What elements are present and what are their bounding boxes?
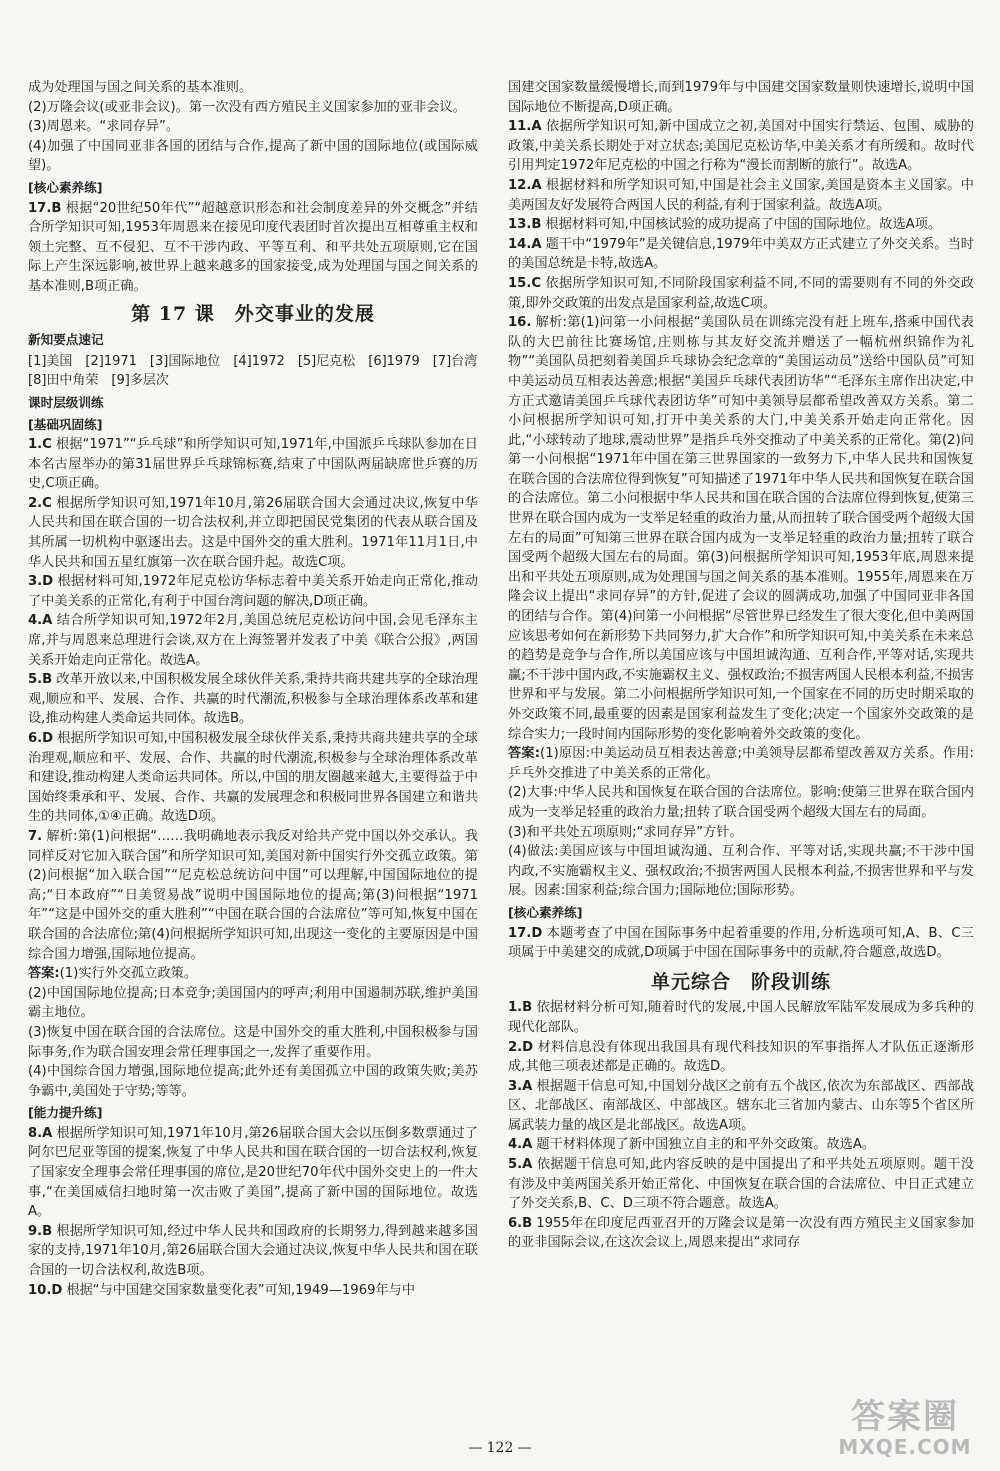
unit-title: 单元综合 阶段训练 xyxy=(650,970,831,993)
left-column xyxy=(28,78,491,1300)
question-text: 根据材料可知,中国核试验的成功提高了中国的国际地位。故选A项。 xyxy=(545,217,942,233)
question-text: 根据所学知识可知,1971年10月,第26届联合国大会通过决议,恢复中华人民共和国在联合国的一切合法权利,并立即把国民党集团的代表从联合国及其所属一切机构中驱逐出去。这是中国外交的重大胜利。1971年11月1日,中华人民共和国五星红旗第一次在联合国升起。故选C项。 xyxy=(28,495,478,570)
question-item xyxy=(508,274,974,313)
question-text: 依据所学知识可知,不同阶段国家利益不同,不同的需要则有不同的外交政策,即外交政策的出发点是国家利益,故选C项。 xyxy=(508,275,974,311)
question-number: 4.A xyxy=(28,613,53,629)
question-text: 根据材料和所学知识可知,中国是社会主义国家,美国是资本主义国家。中美两国友好发展符合两国人民的利益,有利于国家利益。故选A项。 xyxy=(508,177,974,213)
practice-heading: 课时层级训练 xyxy=(28,394,104,410)
question-text: 依据题干信息可知,此内容反映的是中国提出了和平共处五项原则。题干没有涉及中美两国关系开始正常化、中国恢复在联合国的合法席位、中日正式建立了外交关系,B、C、D三项不符合题意。故选A。 xyxy=(508,1157,974,1212)
question-text: 1955年在印度尼西亚召开的万隆会议是第一次没有西方殖民主义国家参加的亚非国际会议,在这次会议上,周恩来提出“求同存 xyxy=(508,1215,974,1251)
question-item xyxy=(508,215,974,235)
watermark-cn: 答案圈 xyxy=(851,1397,959,1437)
question-text: 本题考查了中国在国际事务中起着重要的作用,分析选项可知,A、B、C三项属于中美建交的成就,D项属于中国在国际事务中的贡献,符合题意,故选D。 xyxy=(508,925,974,961)
answer-line: (2)大事:中华人民共和国恢复在联合国的合法席位。影响:使第三世界在联合国内成为一支举足轻重的政治力量;扭转了联合国受两个超级大国左右的局面。 xyxy=(508,785,974,820)
question-number: 3.A xyxy=(508,1078,533,1094)
question-number: 17.B xyxy=(28,200,62,216)
question-item xyxy=(28,435,478,494)
question-item xyxy=(508,998,974,1037)
question-text: 依据材料分析可知,随着时代的发展,中国人民解放军陆军发展成为多兵种的现代化部队。 xyxy=(508,1000,974,1035)
question-item xyxy=(28,572,478,611)
question-text: 根据题干信息可知,中国划分战区之前有五个战区,依次为东部战区、西部战区、北部战区、南部战区、中部战区。辖东北三省加内蒙古、山东等5个省区所属武装力量的战区是北部战区。故选A项。 xyxy=(508,1078,974,1133)
intro-line: (3)周恩来。“求同存异”。 xyxy=(28,119,180,135)
question-number: 14.A xyxy=(508,236,542,252)
question-item xyxy=(508,176,974,215)
question-text: 结合所学知识可知,1972年2月,美国总统尼克松访问中国,会见毛泽东主席,并与周恩来总理进行会谈,双方在上海签署并发表了中美《联合公报》,两国关系开始走向正常化。故选A。 xyxy=(28,613,478,668)
question-item xyxy=(28,1281,478,1301)
question-text: 根据所学知识可知,经过中华人民共和国政府的长期努力,得到越来越多国家的支持,1971年10月,第26届联合国大会通过决议,恢复中华人民共和国在联合国的一切合法权利,故选B项。 xyxy=(28,1223,478,1279)
question-number: 5.A xyxy=(508,1157,533,1173)
question-text: 根据材料可知,1972年尼克松访华标志着中美关系开始走向正常化,推动了中美关系的正常化,有利于中国台湾问题的解决,D项正确。 xyxy=(28,574,478,609)
question-item xyxy=(28,199,478,297)
question-number: 4.A xyxy=(508,1137,533,1153)
watermark-logo xyxy=(820,1398,990,1464)
question-number: 12.A xyxy=(508,177,542,193)
question-item xyxy=(28,494,478,572)
intro-line: (2)万隆会议(或亚非会议)。第一次没有西方殖民主义国家参加的亚非会议。 xyxy=(28,99,466,115)
answer-line: (3)和平共处五项原则;“求同存异”方针。 xyxy=(508,824,743,840)
question-item xyxy=(28,670,478,729)
question-text: 根据“与中国建交国家数量变化表”可知,1949—1969年与中 xyxy=(66,1282,416,1298)
question-number: 16. xyxy=(508,315,532,331)
answer-text: (1)实行外交孤立政策。 xyxy=(59,966,198,982)
continued-text: 国建交国家数量缓慢增长,而到1979年与中国建交国家数量则快速增长,说明中国国际地位不断提高,D项正确。 xyxy=(508,80,974,115)
intro-line: (4)加强了中国同亚非各国的团结与合作,提高了新中国的国际地位(或国际威望)。 xyxy=(28,138,478,174)
answer-line: (2)中国国际地位提高;日本竞争;美国国内的呼声;利用中国遏制苏联,维护美国霸主地位。 xyxy=(28,985,478,1021)
question-number: 1.B xyxy=(508,1000,533,1016)
section-core-literacy: [核心素养练] xyxy=(28,179,103,195)
question-number: 1.C xyxy=(28,437,52,453)
question-text: 根据所学知识可知,中国积极发展全球伙伴关系,秉持共商共建共享的全球治理观,顺应和平、发展、合作、共赢的时代潮流,积极参与全球治理体系改革和建设,推动构建人类命运共同体。所以,中国的朋友圈越来越大,主要得益于中国始终秉承和平、发展、合作、共赢的发展理念和积极同世界各国建立和谐共生的共同体,①④正确。故选D项。 xyxy=(28,731,478,825)
question-number: 13.B xyxy=(508,217,542,233)
preview-keywords: [1]美国 [2]1971 [3]国际地位 [4]1972 [5]尼克松 [6]1979 [7]台湾 [8]田中角荣 [9]多层次 xyxy=(28,353,491,389)
question-item xyxy=(508,1214,974,1253)
answer-line: (4)做法:美国应该与中国坦诚沟通、互利合作、平等对话,实现共赢;不干涉中国内政,不实施霸权主义、强权政治;不损害两国人民根本利益,不损害世界和平与发展。因素:国家利益;综合国力;国际地位;国际形势。 xyxy=(508,844,974,899)
question-number: 2.D xyxy=(508,1039,534,1055)
question-text: 解析:第(1)问根据“……我明确地表示我反对给共产党中国以外交承认。我同样反对它加入联合国”和所学知识可知,美国对新中国实行外交孤立政策。第(2)问根据“加入联合国”“尼克松总统访问中国”可以理解,中国国际地位的提高;“日本政府”“日美贸易战”说明中国国际地位的提高;第(3)问根据“1971年”“这是中国外交的重大胜利”“中国在联合国的合法席位”等可知,恢复中国在联合国的合法席位;第(4)问根据所学知识可知,出现这一变化的主要原因是中国综合国力增强,国际地位提高。 xyxy=(28,828,478,962)
question-text: 改革开放以来,中国积极发展全球伙伴关系,秉持共商共建共享的全球治理观,顺应和平、发展、合作、共赢的时代潮流,积极参与全球治理体系改革和建设,推动构建人类命运共同体。故选B。 xyxy=(28,672,478,727)
section-core-literacy: [核心素养练] xyxy=(508,904,583,920)
question-item xyxy=(28,611,478,670)
question-item xyxy=(28,1124,478,1222)
question-number: 15.C xyxy=(508,275,542,291)
question-number: 2.C xyxy=(28,495,52,511)
question-number: 11.A xyxy=(508,119,542,135)
question-number: 10.D xyxy=(28,1282,63,1298)
question-number: 6.B xyxy=(508,1215,533,1231)
question-text: 根据“20世纪50年代”“超越意识形态和社会制度差异的外交概念”并结合所学知识可知,1953年周恩来在接见印度代表团时首次提出互相尊重主权和领土完整、互不侵犯、互不干涉内政、平等互利、和平共处五项原则,它在国际上产生深远影响,被世界上越来越多的国家接受,成为处理国与国之间关系的基本准则,B项正确。 xyxy=(28,200,478,294)
answer-line: (3)恢复中国在联合国的合法席位。这是中国外交的重大胜利,中国积极参与国际事务,作为联合国安理会常任理事国之一,发挥了重要作用。 xyxy=(28,1024,478,1060)
right-column xyxy=(508,78,974,1253)
question-item xyxy=(508,313,974,744)
question-item xyxy=(508,1155,974,1214)
question-item xyxy=(508,1038,974,1077)
answer-text: (1)原因:中美运动员互相表达善意;中美领导层都希望改善双方关系。作用:乒乓外交推进了中美关系的正常化。 xyxy=(508,746,974,781)
question-number: 17.D xyxy=(508,925,543,941)
section-basic: [基础巩固练] xyxy=(28,416,103,432)
page-number: — 122 — xyxy=(468,1440,532,1456)
question-item xyxy=(508,1077,974,1136)
question-number: 3.D xyxy=(28,574,54,590)
question-number: 7. xyxy=(28,828,43,844)
question-text: 解析:第(1)问第一小问根据“美国队员在训练完没有赶上班车,搭乘中国代表队的大巴前往比赛场馆,庄则栋与其友好交流并赠送了一幅杭州织锦作为礼物”“美国队员把刻着美国乒乓球协会纪念章的“美国运动员”送给中国队员”可知中美运动员互相表达善意;根据“美国乒乓球代表团访华”“毛泽东主席作出决定,中方正式邀请美国乒乓球代表团访华”可知中美领导层都希望改善双方关系。第二小问根据所学知识可知,打开中美关系的大门,中美关系开始走向正常化。因此,“小球转动了地球,震动世界”是指乒乓外交推动了中美关系的正常化。第(2)问第一小问根据“1971年中国在第三世界国家的一致努力下,中华人民共和国恢复在联合国的合法席位得到恢复”可知描述了1971年中华人民共和国恢复在联合国的合法席位。第二小问根据中华人民共和国在联合国的合法席位得到恢复,使第三世界在联合国内成为一支举足轻重的政治力量,从而扭转了联合国受两个超级大国左右的局面”可知第三世界在联合国内成为一支举足轻重的政治力量;扭转了联合国受两个超级大国左右的局面。第(3)问根据所学知识可知,1953年底,周恩来提出和平共处五项原则,成为处理国与国之间关系的基本准则。1955年,周恩来在万隆会议上提出“求同存异”的方针,促进了会议的圆满成功,加强了中国同亚非各国的团结与合作。第(4)问第一小问根据“尽管世界已经发生了很大变化,但中美两国应该思考如何在新形势下共同努力,扩大合作”和所学知识可知,中美关系在未来总的趋势是竞争与合作,所以美国应该与中国坦诚沟通、互利合作,平等对话,实现共赢;不干涉中国内政,不实施霸权主义、强权政治;不损害两国人民根本利益,不损害世界和平与发展。第二小问根据所学知识可知,一个国家在不同的历史时期采取的外交政策不同,最重要的因素是国家利益发生了变化;决定一个国家外交政策的是综合实力;一段时间内国际形势的变化影响着外交政策的变化。 xyxy=(508,315,974,742)
lesson-title: 第 17 课 外交事业的发展 xyxy=(131,302,375,325)
question-number: 9.B xyxy=(28,1223,53,1239)
question-text: 题干材料体现了新中国独立自主的和平外交政策。故选A。 xyxy=(536,1137,876,1153)
answer-line xyxy=(508,744,974,783)
question-item xyxy=(28,729,478,827)
question-item xyxy=(508,1135,974,1155)
question-number: 6.D xyxy=(28,731,54,746)
answer-line: (4)中国综合国力增强,国际地位提高;此外还有美国孤立中国的政策失败;美苏争霸中,美国处于守势;等等。 xyxy=(28,1064,478,1099)
question-item xyxy=(28,1222,478,1281)
question-text: 题干中“1979年”是关键信息,1979年中美双方正式建立了外交关系。当时的美国总统是卡特,故选A。 xyxy=(508,236,974,272)
answer-line xyxy=(28,964,478,984)
question-item xyxy=(508,235,974,274)
question-item xyxy=(508,117,974,176)
intro-line: 成为处理国与国之间关系的基本准则。 xyxy=(28,80,253,95)
question-text: 依据所学知识可知,新中国成立之初,美国对中国实行禁运、包围、威胁的政策,中美关系长期处于对立状态;美国尼克松访华,中美关系才有所缓和。故时代引用判定1972年尼克松的中国之行称为“漫长而割断的旅行”。故选A。 xyxy=(508,119,974,174)
question-text: 根据“1971”“乒乓球”和所学知识可知,1971年,中国派乒乓球队参加在日本名古屋举办的第31届世界乒乓球锦标赛,结束了中国队两届缺席世乒赛的历史,C项正确。 xyxy=(28,437,478,492)
question-text: 根据所学知识可知,1971年10月,第26届联合国大会以压倒多数票通过了阿尔巴尼亚等国的提案,恢复了中华人民共和国在联合国的一切合法权利,恢复了国家安全理事会常任理事国的席位,是20世纪70年代中国外交史上的一件大事,“在美国威信扫地时第一次击败了美国”,提高了新中国的国际地位。故选A。 xyxy=(28,1125,478,1220)
question-item xyxy=(28,827,478,964)
answer-label: 答案: xyxy=(508,746,541,762)
section-ability: [能力提升练] xyxy=(28,1105,103,1121)
question-item xyxy=(508,924,974,963)
preview-heading: 新知要点速记 xyxy=(28,332,104,348)
question-number: 8.A xyxy=(28,1125,53,1141)
question-number: 5.B xyxy=(28,672,53,688)
answer-label: 答案: xyxy=(28,966,60,982)
watermark-url: MXQE.COM xyxy=(838,1435,972,1459)
question-text: 材料信息没有体现出我国具有现代科技知识的军事指挥人才队伍正逐渐形成,其他三项表述都是正确的。故选D。 xyxy=(508,1039,974,1075)
